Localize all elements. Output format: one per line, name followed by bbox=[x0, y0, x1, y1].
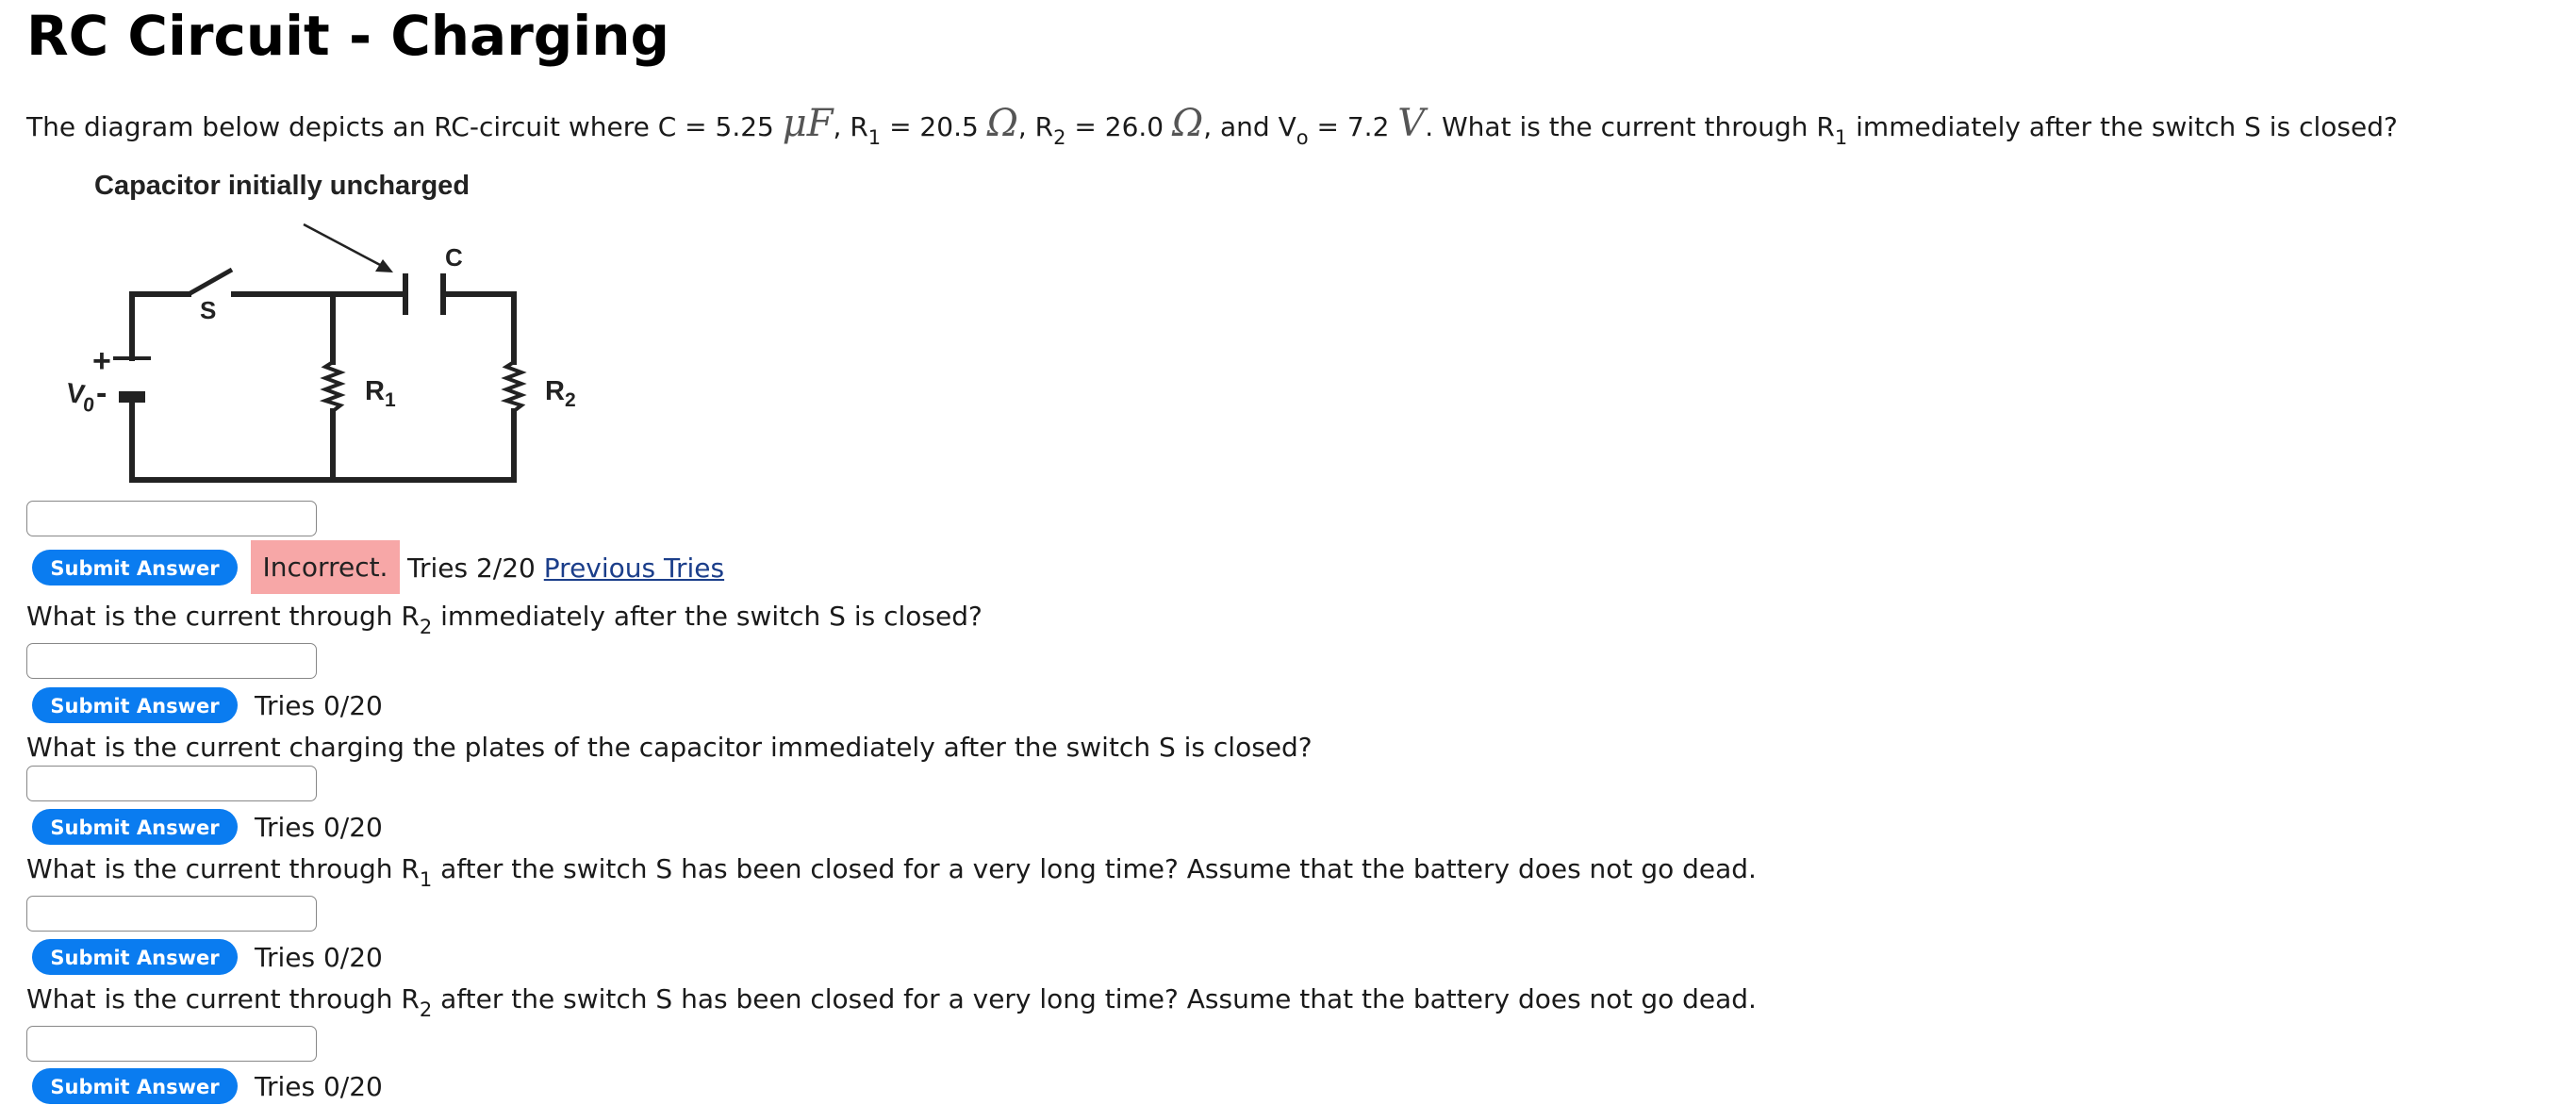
ohm-symbol-1: Ω bbox=[986, 102, 1018, 145]
tries-counter-5: Tries 0/20 bbox=[255, 1071, 383, 1102]
tries-counter-4: Tries 0/20 bbox=[255, 942, 383, 973]
circuit-diagram bbox=[19, 166, 585, 496]
tries-counter-1: Tries 2/20 Previous Tries bbox=[407, 552, 725, 584]
answer-input-4[interactable] bbox=[26, 896, 317, 932]
status-badge-incorrect: Incorrect. bbox=[251, 540, 400, 594]
ohm-symbol-2: Ω bbox=[1172, 102, 1204, 145]
diagram-caption: Capacitor initially uncharged bbox=[94, 171, 471, 201]
answer-input-3[interactable] bbox=[26, 766, 317, 801]
answer-input-5[interactable] bbox=[26, 1026, 317, 1062]
capacitor-label: C bbox=[445, 243, 463, 272]
page-title: RC Circuit - Charging bbox=[26, 4, 670, 68]
voltage-unit: V bbox=[1397, 102, 1426, 145]
submit-answer-button-5[interactable]: Submit Answer bbox=[32, 1068, 238, 1104]
question-3-text: What is the current charging the plates of the capacitor immediately after the switch S is closed? bbox=[26, 732, 1313, 763]
question-1-text: The diagram below depicts an RC-circuit where C = 5.25 μF, $R_1 = 20.5$ Ω, $R_2 = 26.0$ Ω, and $V_o = 7.2$ V. What is the current through $R_1$ immediately after the switch S is closed? bbox=[26, 102, 2398, 149]
tries-counter-3: Tries 0/20 bbox=[255, 812, 383, 843]
r1-label: $R_1$ bbox=[365, 376, 396, 411]
capacitance-unit: μF bbox=[782, 102, 834, 145]
plus-sign: + bbox=[92, 343, 111, 379]
r2-label: $R_2$ bbox=[545, 376, 576, 411]
answer-input-2[interactable] bbox=[26, 643, 317, 679]
voltage-label: $V_0$ bbox=[64, 378, 96, 418]
submit-answer-button-3[interactable]: Submit Answer bbox=[32, 809, 238, 845]
arrow-icon bbox=[375, 259, 393, 272]
question-2-text: What is the current through $R_2$ immediately after the switch S is closed? bbox=[26, 601, 983, 638]
switch-lever bbox=[189, 270, 232, 294]
resistor-r2 bbox=[506, 362, 521, 411]
submit-answer-button-1[interactable]: Submit Answer bbox=[32, 550, 238, 585]
previous-tries-link[interactable]: Previous Tries bbox=[543, 552, 725, 584]
submit-answer-button-4[interactable]: Submit Answer bbox=[32, 939, 238, 975]
minus-sign: - bbox=[96, 375, 107, 411]
resistor-r1 bbox=[325, 362, 340, 411]
switch-label: S bbox=[200, 296, 217, 324]
answer-input-1[interactable] bbox=[26, 501, 317, 536]
tries-counter-2: Tries 0/20 bbox=[255, 690, 383, 721]
submit-answer-button-2[interactable]: Submit Answer bbox=[32, 687, 238, 723]
question-5-text: What is the current through $R_2$ after the switch S has been closed for a very long time? Assume that the battery does not go dead. bbox=[26, 983, 1757, 1021]
question-4-text: What is the current through $R_1$ after the switch S has been closed for a very long time? Assume that the battery does not go dead. bbox=[26, 853, 1757, 891]
